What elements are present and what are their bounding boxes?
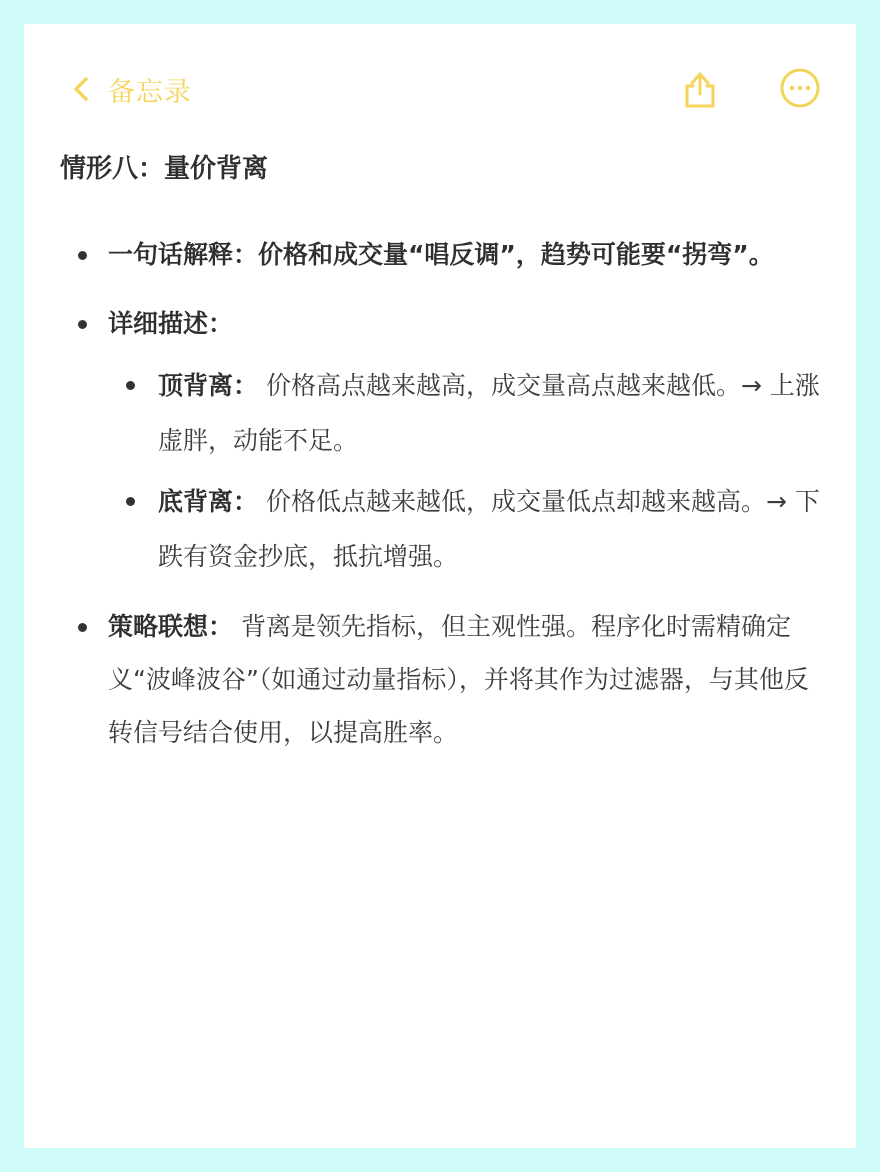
bullet-dot bbox=[78, 623, 87, 632]
share-icon bbox=[678, 95, 722, 114]
toolbar bbox=[24, 24, 856, 154]
sub-item-text: 价格低点越来越低，成交量低点却越来越高。→ 下跌有资金抄底，抵抗增强。 bbox=[158, 487, 820, 571]
chevron-left-icon bbox=[68, 72, 96, 106]
back-label: 备忘录 bbox=[108, 76, 192, 108]
bullet-list bbox=[60, 228, 820, 759]
list-item bbox=[60, 600, 820, 759]
item-label: 一句话解释：价格和成交量“唱反调”，趋势可能要“拐弯”。 bbox=[108, 240, 774, 269]
sub-item-label: 底背离： bbox=[158, 487, 259, 516]
list-item bbox=[60, 297, 820, 584]
note-title: 情形八：量价背离 bbox=[60, 154, 269, 184]
sub-bullet-list bbox=[108, 358, 820, 584]
more-options-button[interactable] bbox=[778, 66, 822, 110]
bullet-dot bbox=[78, 251, 87, 260]
back-button[interactable] bbox=[68, 72, 192, 106]
note-card bbox=[24, 24, 856, 1148]
sub-item-label: 顶背离： bbox=[158, 371, 259, 400]
bullet-dot bbox=[126, 381, 135, 390]
more-options-icon bbox=[778, 95, 822, 114]
sub-item-text: 价格高点越来越高，成交量高点越来越低。→ 上涨虚胖，动能不足。 bbox=[158, 371, 820, 455]
share-button[interactable] bbox=[678, 66, 722, 110]
item-text: 背离是领先指标，但主观性强。程序化时需精确定义“波峰波谷”（如通过动量指标），并将其作为过滤器，与其他反转信号结合使用，以提高胜率。 bbox=[108, 612, 809, 747]
bullet-dot bbox=[78, 320, 87, 329]
item-label: 策略联想： bbox=[108, 612, 234, 641]
sub-list-item bbox=[108, 358, 820, 468]
item-label: 详细描述： bbox=[108, 309, 234, 338]
list-item bbox=[60, 228, 820, 281]
bullet-dot bbox=[126, 497, 135, 506]
sub-list-item bbox=[108, 474, 820, 584]
note-body[interactable] bbox=[60, 150, 820, 775]
